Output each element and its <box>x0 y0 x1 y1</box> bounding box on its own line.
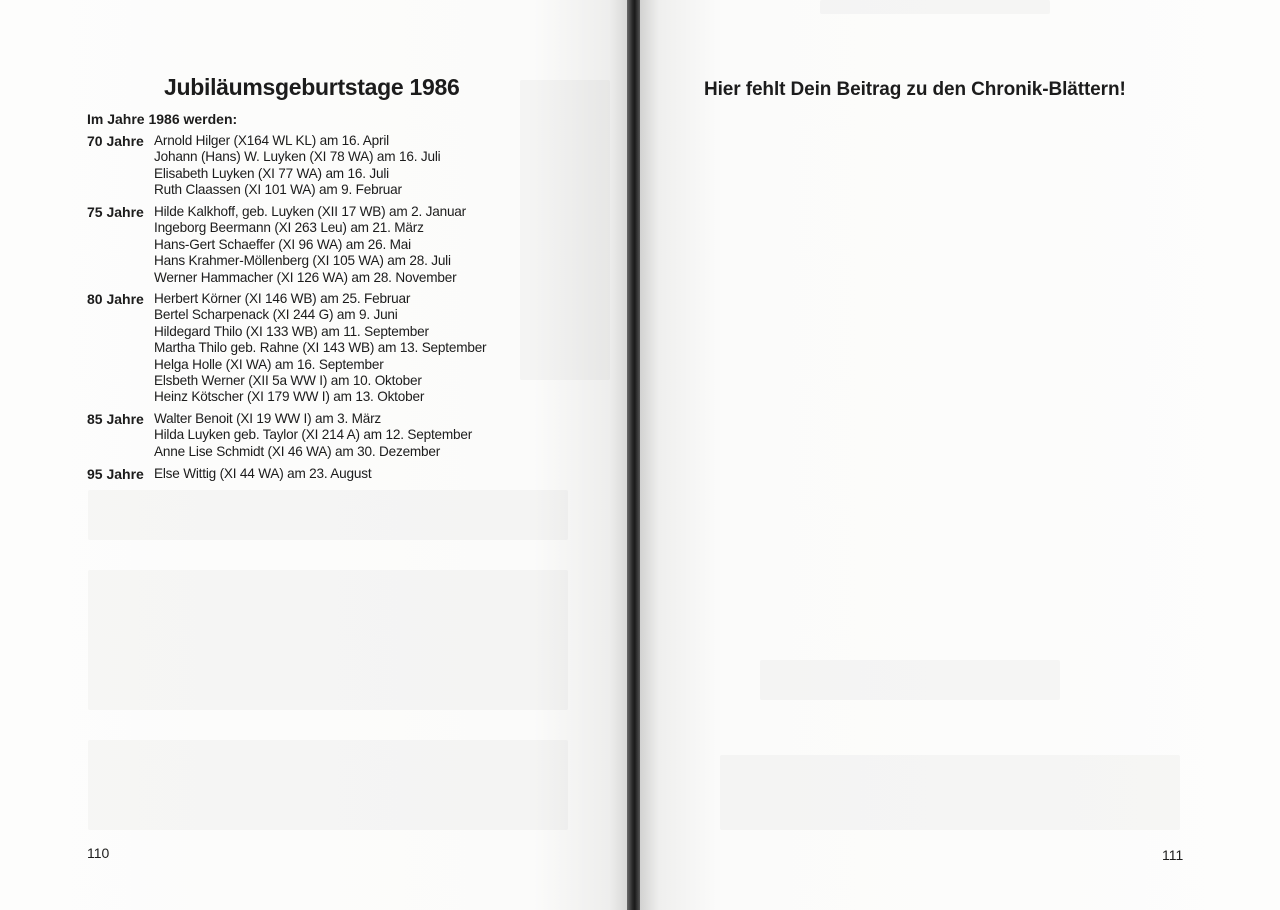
birthday-entry: Johann (Hans) W. Luyken (XI 78 WA) am 16. Juli <box>154 149 441 165</box>
birthday-entry: Helga Holle (XI WA) am 16. September <box>154 356 384 372</box>
book-spine <box>627 0 640 910</box>
group-entries <box>154 133 440 199</box>
birthday-entry: Bertel Scharpenack (XI 244 G) am 9. Juni <box>154 307 398 323</box>
page-number-right: 111 <box>1162 847 1184 863</box>
intro-line: Im Jahre 1986 werden: <box>87 111 238 127</box>
group-entries <box>154 204 466 286</box>
birthday-entry: Ingeborg Beermann (XI 263 Leu) am 21. März <box>154 220 424 236</box>
group-entries <box>154 411 472 460</box>
birthday-entry: Else Wittig (XI 44 WA) am 23. August <box>154 466 372 481</box>
bleed-through-block <box>520 80 610 380</box>
group-label: 80 Jahre <box>87 291 144 307</box>
birthday-entry: Werner Hammacher (XI 126 WA) am 28. November <box>154 269 457 285</box>
bleed-through-block <box>820 0 1050 14</box>
bleed-through-block <box>720 755 1180 830</box>
birthday-entry: Hilda Luyken geb. Taylor (XI 214 A) am 12. September <box>154 427 473 443</box>
bleed-through-block <box>88 570 568 710</box>
birthday-entry: Heinz Kötscher (XI 179 WW I) am 13. Oktober <box>154 389 425 405</box>
birthday-entry: Ruth Claassen (XI 101 WA) am 9. Februar <box>154 182 402 198</box>
bleed-through-block <box>88 740 568 830</box>
bleed-through-block <box>88 490 568 540</box>
group-label: 75 Jahre <box>87 204 144 220</box>
birthday-entry: Hilde Kalkhoff, geb. Luyken (XII 17 WB) am 2. Januar <box>154 204 466 219</box>
birthday-entry: Martha Thilo geb. Rahne (XI 143 WB) am 13. September <box>154 340 487 356</box>
page-number-left: 110 <box>87 845 110 861</box>
group-label: 85 Jahre <box>87 411 144 427</box>
group-label: 70 Jahre <box>87 133 144 149</box>
left-page <box>0 0 628 910</box>
birthday-entry: Anne Lise Schmidt (XI 46 WA) am 30. Dezember <box>154 443 441 459</box>
birthday-entry: Hildegard Thilo (XI 133 WB) am 11. September <box>154 323 429 339</box>
birthday-entry: Elisabeth Luyken (XI 77 WA) am 16. Juli <box>154 165 389 181</box>
birthday-entry: Hans Krahmer-Möllenberg (XI 105 WA) am 28. Juli <box>154 253 451 269</box>
birthday-entry: Arnold Hilger (X164 WL KL) am 16. April <box>154 133 389 148</box>
birthday-entry: Elsbeth Werner (XII 5a WW I) am 10. Oktober <box>154 372 422 388</box>
group-entries <box>154 291 486 406</box>
right-page <box>640 0 1280 910</box>
birthday-entry: Herbert Körner (XI 146 WB) am 25. Februar <box>154 291 411 306</box>
birthday-entry: Walter Benoit (XI 19 WW I) am 3. März <box>154 411 382 426</box>
group-label: 95 Jahre <box>87 466 144 482</box>
bleed-through-block <box>760 660 1060 700</box>
birthday-entry: Hans-Gert Schaeffer (XI 96 WA) am 26. Mai <box>154 236 411 252</box>
page-title: Jubiläumsgeburtstage 1986 <box>164 74 460 100</box>
call-for-contributions-heading: Hier fehlt Dein Beitrag zu den Chronik-Blättern! <box>704 79 1126 100</box>
group-entries <box>154 466 371 482</box>
